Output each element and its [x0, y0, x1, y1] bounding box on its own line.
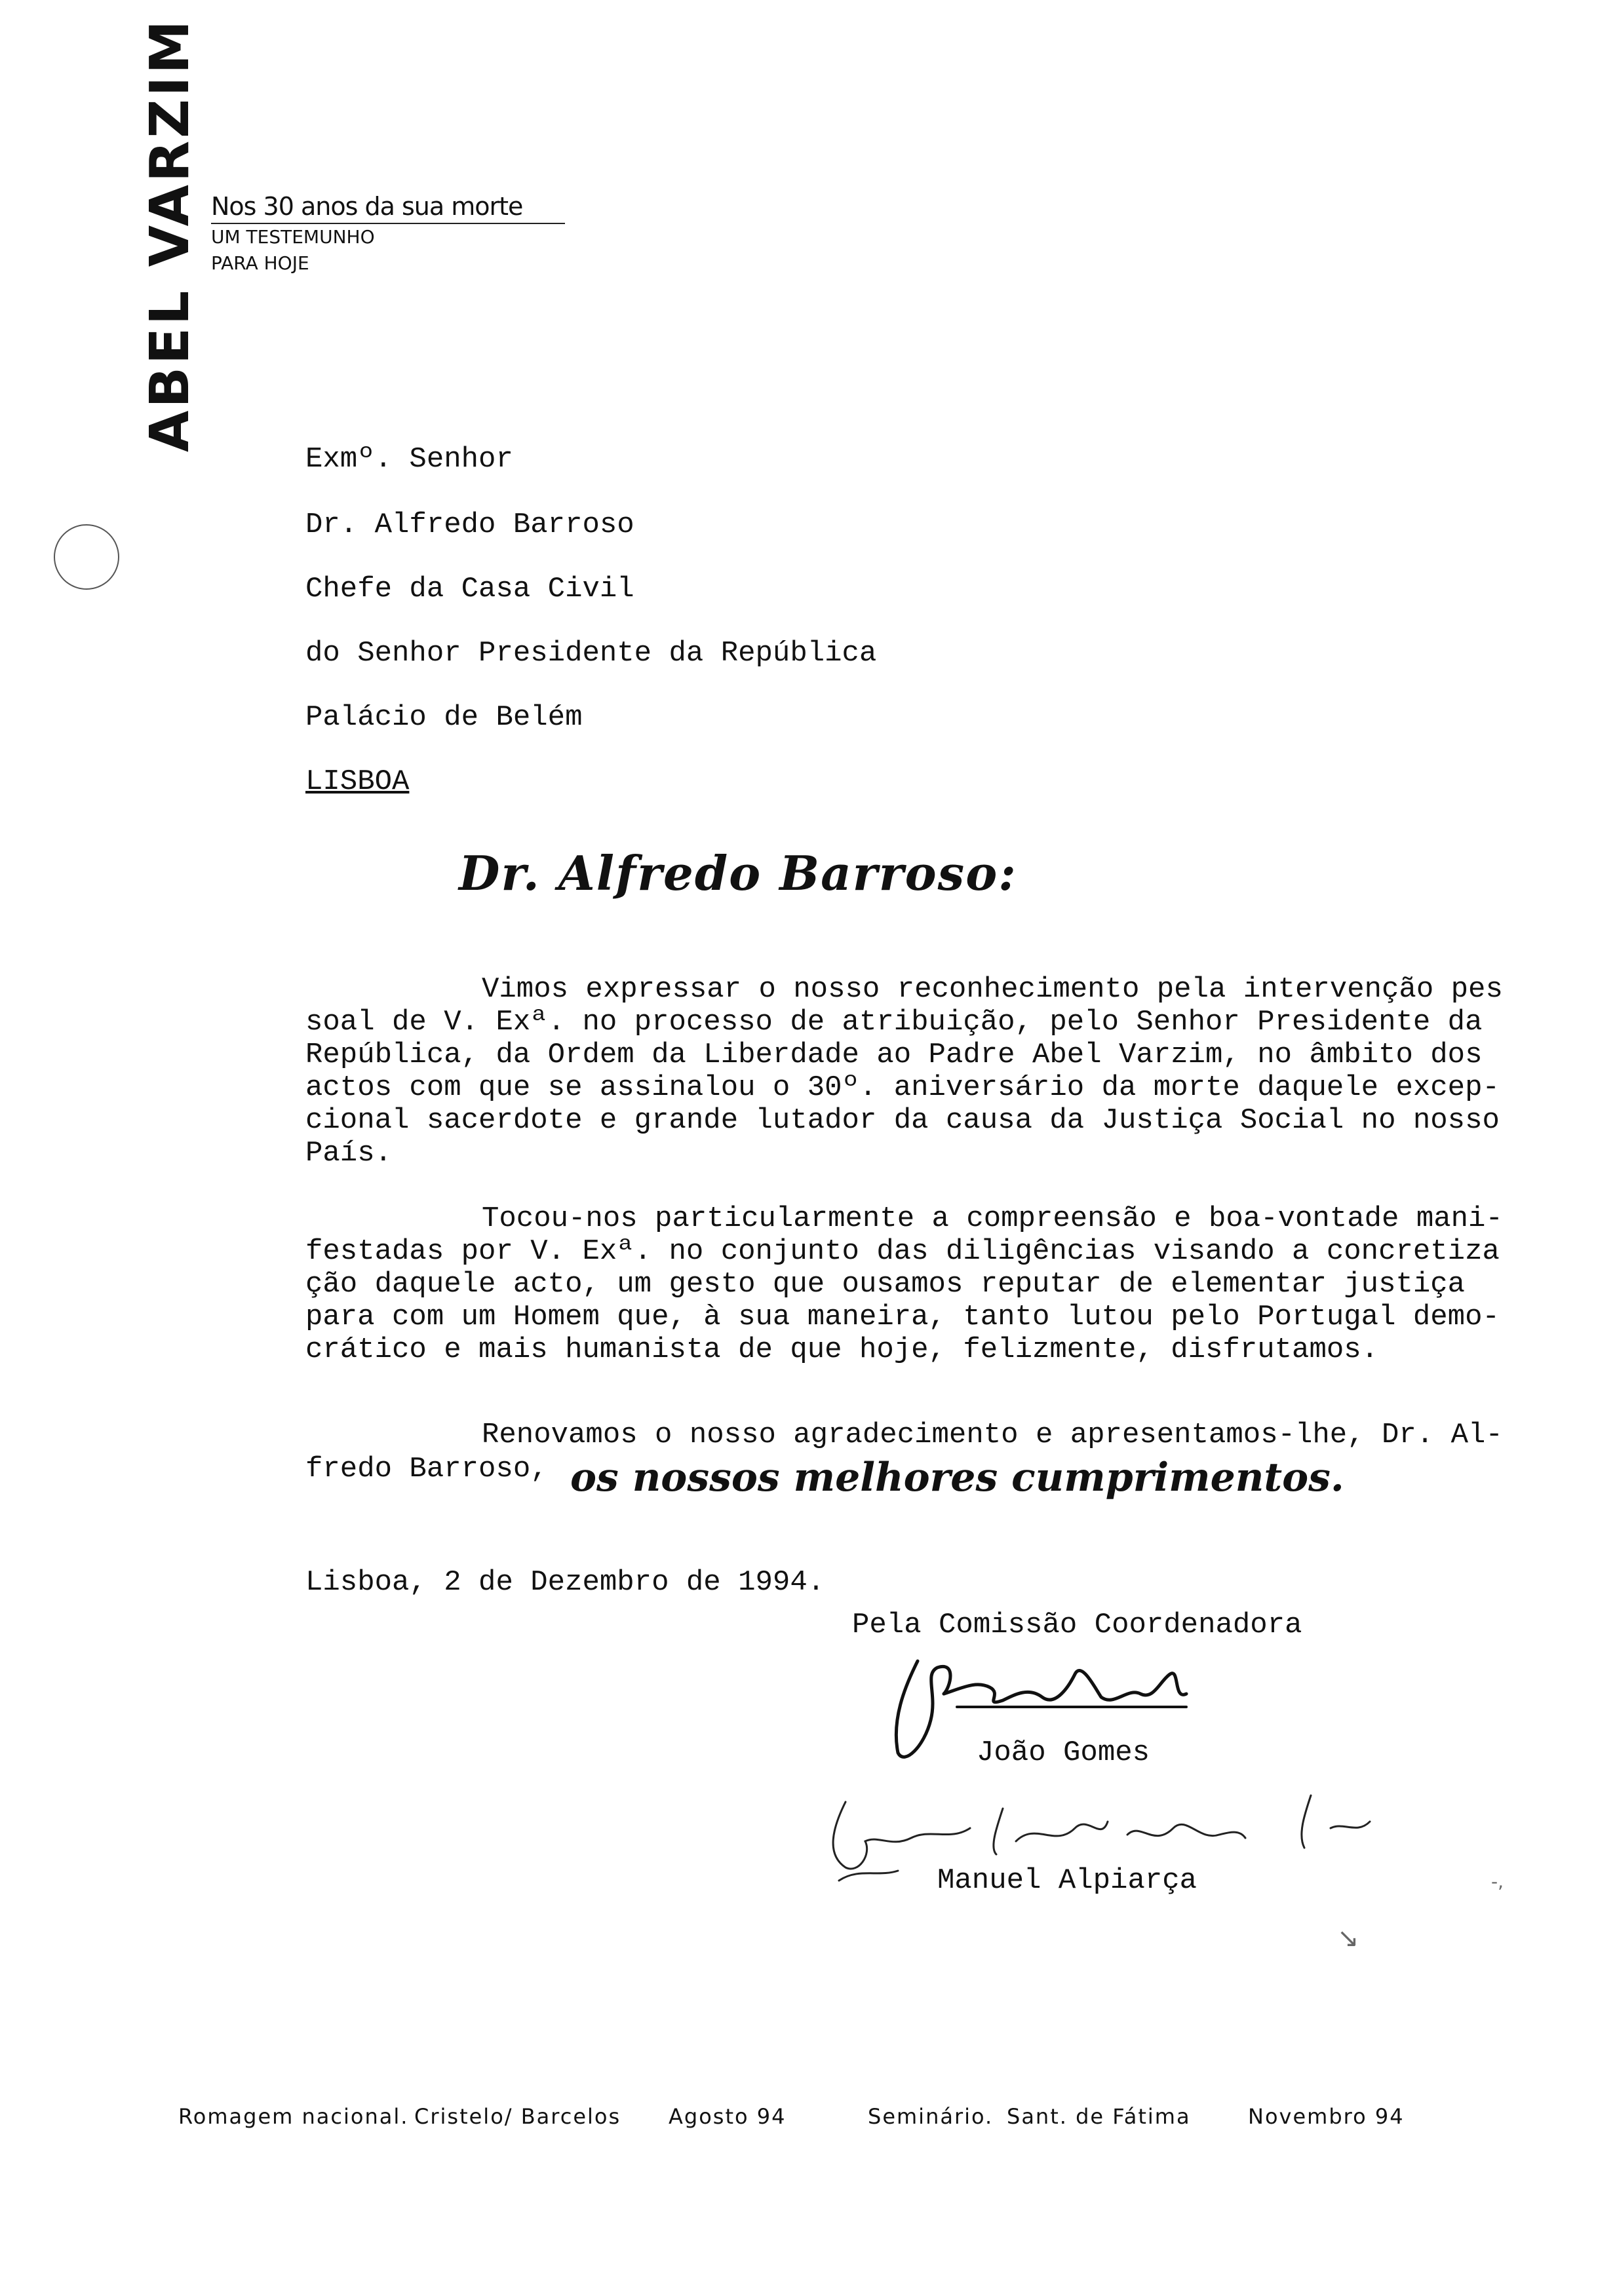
punch-hole-mark [54, 524, 119, 590]
tagline-sub-2: PARA HOJE [211, 252, 309, 274]
date-line: Lisboa, 2 de Dezembro de 1994. [305, 1566, 825, 1599]
stray-mark: ↘ [1337, 1923, 1359, 1953]
signatory-name-2: Manuel Alpiarça [937, 1864, 1197, 1897]
address-line-3: Chefe da Casa Civil [305, 573, 634, 605]
body-line: festadas por V. Exª. no conjunto das diligências visando a concretiza [305, 1235, 1500, 1268]
body-line: actos com que se assinalou o 30º. aniversário da morte daquele excep- [305, 1071, 1500, 1104]
handwritten-closing: os nossos melhores cumprimentos. [570, 1455, 1344, 1501]
stray-mark: -, [1491, 1871, 1504, 1892]
handwritten-salutation: Dr. Alfredo Barroso: [459, 845, 1017, 901]
tagline-main: Nos 30 anos da sua morte [211, 191, 565, 224]
address-line-city: LISBOA [305, 765, 410, 798]
tagline-sub-1: UM TESTEMUNHO [211, 226, 375, 248]
footer-item: Romagem nacional. [178, 2104, 409, 2129]
address-line-1: Exmº. Senhor [305, 443, 513, 476]
footer-item: Sant. de Fátima [1007, 2104, 1191, 2129]
body-line: ção daquele acto, um gesto que ousamos reputar de elementar justiça [305, 1268, 1466, 1301]
body-line: fredo Barroso, [305, 1453, 548, 1485]
body-line: para com um Homem que, à sua maneira, tanto lutou pelo Portugal demo- [305, 1301, 1500, 1333]
body-line: República, da Ordem da Liberdade ao Padre Abel Varzim, no âmbito dos [305, 1039, 1483, 1071]
on-behalf-label: Pela Comissão Coordenadora [852, 1609, 1302, 1641]
address-line-2: Dr. Alfredo Barroso [305, 508, 634, 541]
footer-item: Cristelo/ Barcelos [414, 2104, 621, 2129]
address-line-4: do Senhor Presidente da República [305, 637, 877, 670]
body-line: Vimos expressar o nosso reconhecimento pela intervenção pes [482, 973, 1503, 1006]
body-line: País. [305, 1137, 393, 1170]
footer-item: Novembro 94 [1248, 2104, 1405, 2129]
body-line: crático e mais humanista de que hoje, felizmente, disfrutamos. [305, 1333, 1379, 1366]
signatory-name-1: João Gomes [977, 1736, 1150, 1769]
body-line: Tocou-nos particularmente a compreensão e boa-vontade mani- [482, 1202, 1503, 1235]
body-line: Renovamos o nosso agradecimento e apresentamos-lhe, Dr. Al- [482, 1419, 1503, 1451]
body-line: soal de V. Exª. no processo de atribuição, pelo Senhor Presidente da [305, 1006, 1483, 1039]
footer-item: Seminário. [868, 2104, 994, 2129]
footer-item: Agosto 94 [669, 2104, 787, 2129]
letterhead-tagline [211, 191, 565, 277]
body-line: cional sacerdote e grande lutador da causa da Justiça Social no nosso [305, 1104, 1500, 1137]
address-line-5: Palácio de Belém [305, 701, 583, 734]
brand-logo-vertical: ABEL VARZIM [139, 18, 201, 452]
